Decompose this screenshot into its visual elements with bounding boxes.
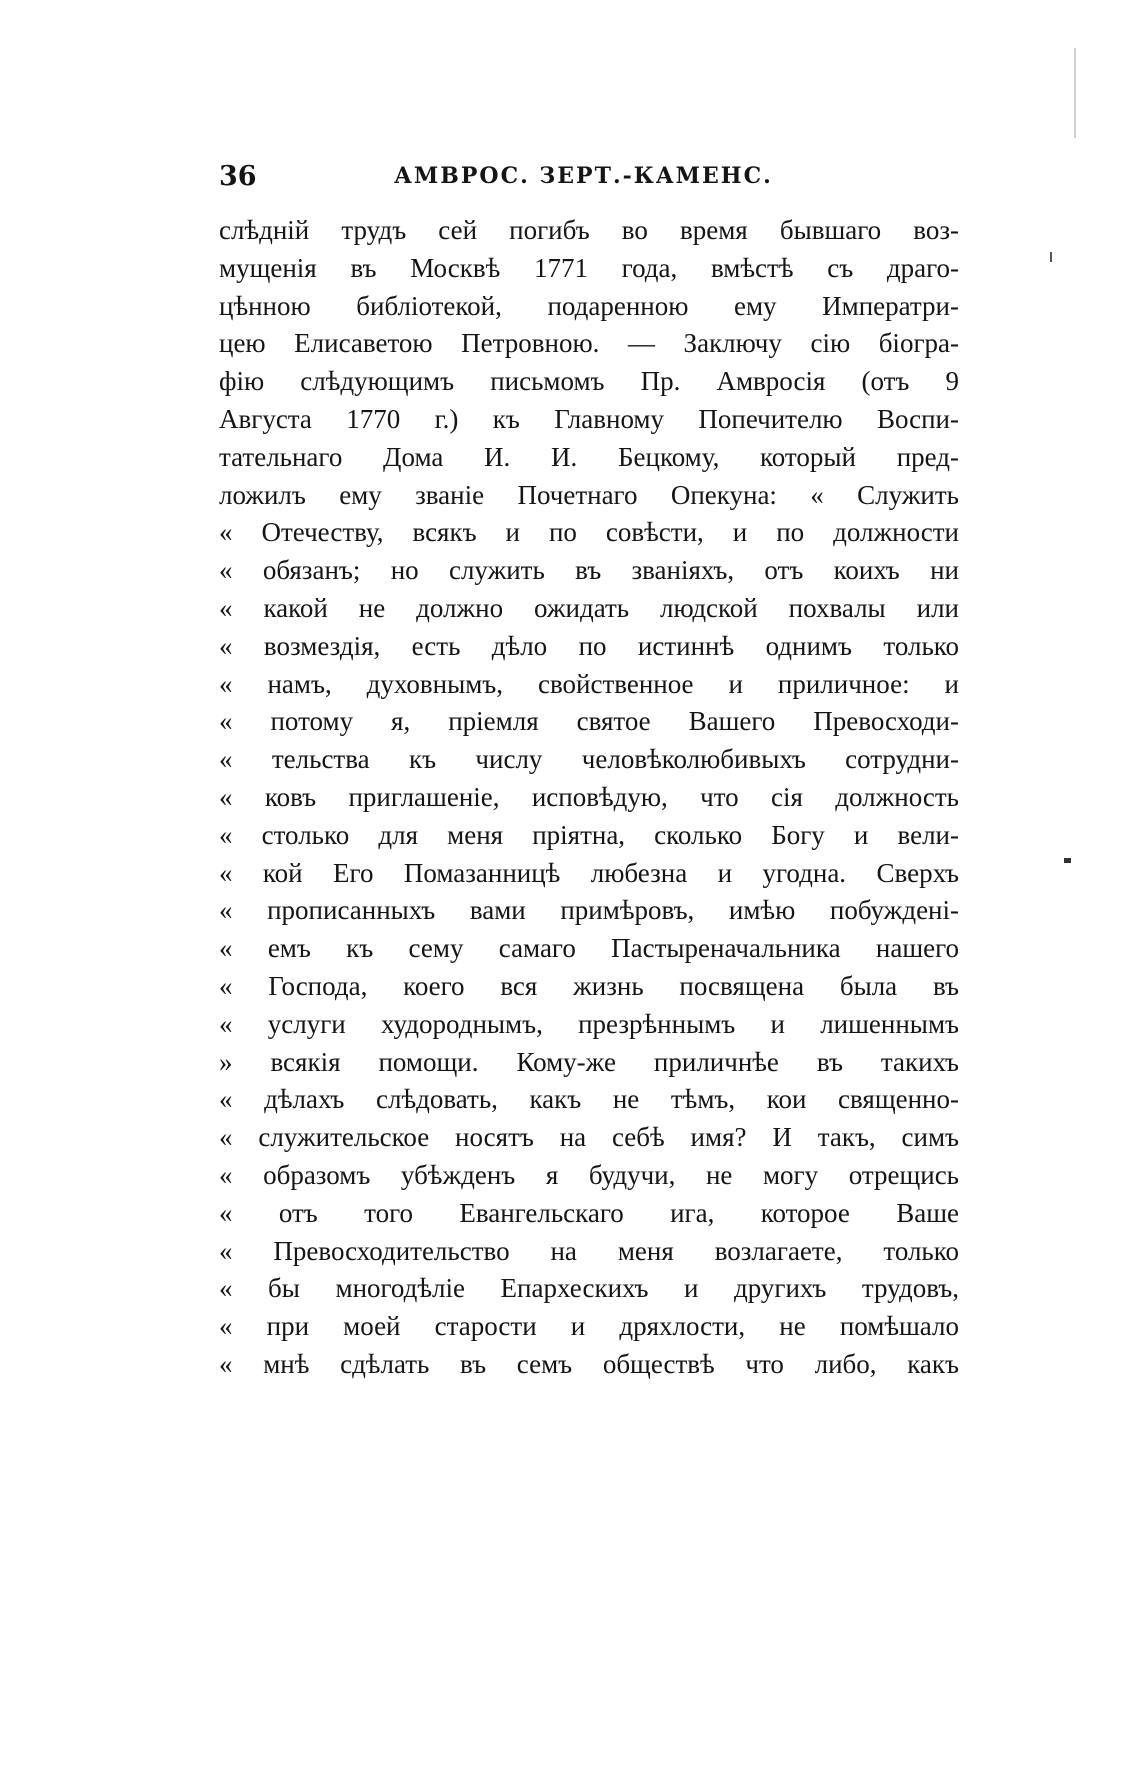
text-line: « емъ къ сему самаго Пастыреначальника нашего xyxy=(219,933,959,964)
text-line: « Отечеству, всякъ и по совѣсти, и по должности xyxy=(219,517,959,548)
text-line: тательнаго Дома И. И. Бецкому, который пред- xyxy=(219,441,959,472)
text-line: « Превосходительство на меня возлагаете, только xyxy=(219,1235,959,1266)
text-line: » всякія помощи. Кому-же приличнѣе въ такихъ xyxy=(219,1046,959,1077)
scan-speck-tick xyxy=(1050,252,1052,262)
text-line: « намъ, духовнымъ, свойственное и приличное: и xyxy=(219,668,959,699)
text-line: « образомъ убѣжденъ я будучи, не могу отрещись xyxy=(219,1159,959,1190)
text-line: « потому я, пріемля святое Вашего Превосходи- xyxy=(219,706,959,737)
text-line: « служительское носятъ на себѣ имя? И такъ, симъ xyxy=(219,1122,959,1153)
text-line: ложилъ ему званіе Почетнаго Опекуна: « Служить xyxy=(219,479,959,510)
text-line: слѣдній трудъ сей погибъ во время бывшаго воз- xyxy=(219,215,959,245)
text-line: мущенія въ Москвѣ 1771 года, вмѣстѣ съ драго- xyxy=(219,252,959,283)
text-line: « возмездія, есть дѣло по истиннѣ однимъ только xyxy=(219,630,959,661)
text-line: « прописанныхъ вами примѣровъ, имѣю побужденi- xyxy=(219,895,959,926)
body-text xyxy=(219,212,959,1384)
text-line: фію слѣдующимъ письмомъ Пр. Амвросія (отъ 9 xyxy=(219,366,959,397)
text-line: « кой Его Помазанницѣ любезна и угодна. Сверхъ xyxy=(219,857,959,888)
text-line: « тельства къ числу человѣколюбивыхъ сотрудни- xyxy=(219,744,959,775)
text-line: « отъ того Евангельскаго ига, которое Ваше xyxy=(219,1197,959,1228)
text-line: « дѣлахъ слѣдовать, какъ не тѣмъ, кои священно- xyxy=(219,1084,959,1115)
scan-speck-right xyxy=(1064,858,1071,863)
page-number: 36 xyxy=(219,161,257,192)
text-line: « услуги худороднымъ, презрѣннымъ и лишеннымъ xyxy=(219,1008,959,1039)
text-line: « при моей старости и дряхлости, не помѣшало xyxy=(219,1311,959,1342)
text-line: « какой не должно ожидать людской похвалы или xyxy=(219,592,959,623)
text-line: « бы многодѣліе Епархескихъ и другихъ трудовъ, xyxy=(219,1273,959,1304)
text-line: « ковъ приглашеніе, исповѣдую, что сія должность xyxy=(219,781,959,812)
text-line: « Господа, коего вся жизнь посвящена была въ xyxy=(219,970,959,1001)
text-line: цѣнною библіотекой, подаренною ему Императри- xyxy=(219,290,959,321)
text-line: « мнѣ сдѣлать въ семъ обществѣ что либо, какъ xyxy=(219,1348,959,1379)
page-header xyxy=(219,161,959,201)
scan-speck-top xyxy=(1074,48,1076,138)
text-line: Августа 1770 г.) къ Главному Попечителю Воспи- xyxy=(219,403,959,434)
text-line: цею Елисаветою Петровною. — Заключу сію біогра- xyxy=(219,328,959,359)
text-line: « обязанъ; но служить въ званіяхъ, отъ коихъ ни xyxy=(219,555,959,586)
running-head: АМВРОС. ЗЕРТ.-КАМЕНС. xyxy=(394,163,773,189)
text-line: « столько для меня пріятна, сколько Богу и вели- xyxy=(219,819,959,850)
